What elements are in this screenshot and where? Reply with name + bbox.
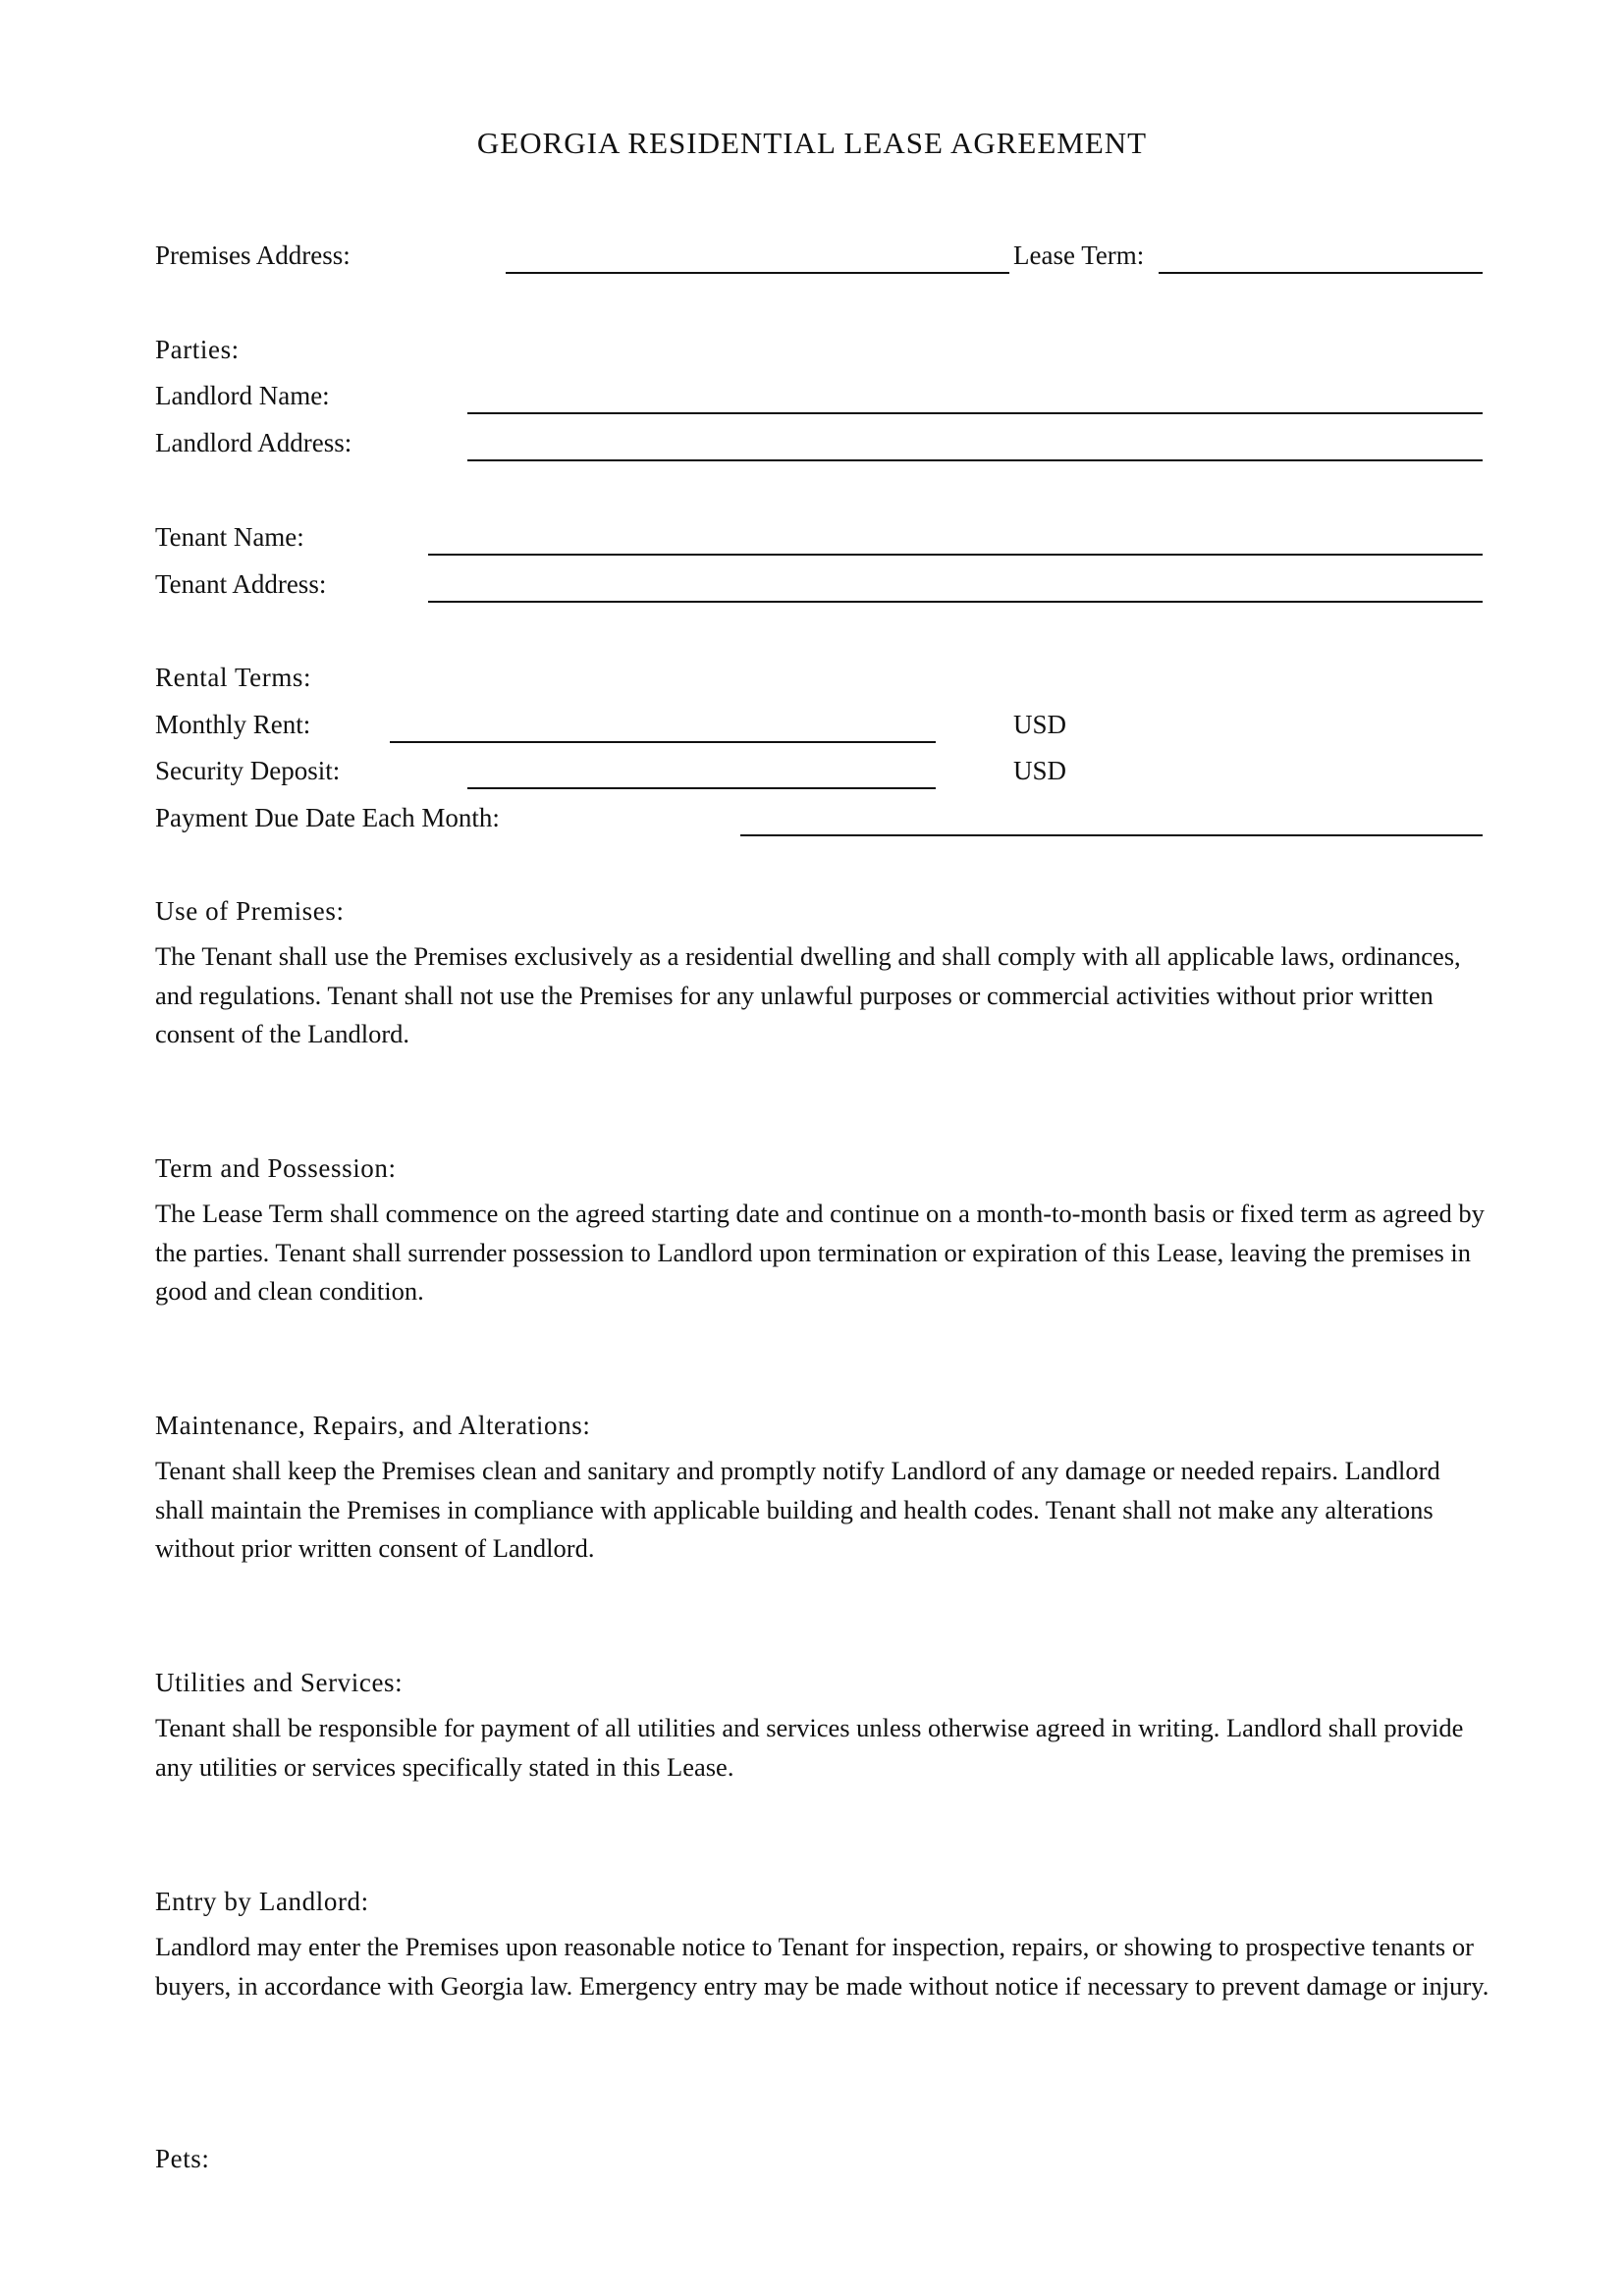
maintenance-repairs-heading: Maintenance, Repairs, and Alterations: — [155, 1411, 591, 1440]
tenant-name-label: Tenant Name: — [155, 522, 304, 552]
landlord-address-label: Landlord Address: — [155, 428, 352, 457]
use-of-premises-body: The Tenant shall use the Premises exclusively as a residential dwelling and shall comply with all applicable laws, ordinances, and regulations. Tenant shall not use the Premises for any unlawful purposes or commercial activities without prior written consent of the Landlord. — [155, 941, 1461, 1048]
lease-term-field[interactable] — [1159, 240, 1483, 274]
premises-address-label: Premises Address: — [155, 240, 351, 270]
page-title: GEORGIA RESIDENTIAL LEASE AGREEMENT — [476, 126, 1148, 160]
rental-terms-heading: Rental Terms: — [155, 663, 312, 692]
payment-due-date-label: Payment Due Date Each Month: — [155, 803, 500, 832]
tenant-name-field[interactable] — [428, 522, 1483, 556]
security-deposit-field[interactable] — [467, 756, 936, 789]
entry-by-landlord-body: Landlord may enter the Premises upon reasonable notice to Tenant for inspection, repairs, or showing to prospective tenants or buyers, in accordance with Georgia law. Emergency entry may be made without notice if necessary to prevent damage or injury. — [155, 1932, 1489, 2001]
landlord-address-field[interactable] — [467, 428, 1483, 461]
monthly-rent-label: Monthly Rent: — [155, 710, 311, 739]
security-deposit-label: Security Deposit: — [155, 756, 341, 785]
use-of-premises-heading: Use of Premises: — [155, 896, 345, 926]
lease-term-label: Lease Term: — [1013, 240, 1145, 270]
utilities-and-services-body: Tenant shall be responsible for payment of all utilities and services unless otherwise agreed in writing. Landlord shall provide any utilities or services specifically stated in this Lease. — [155, 1713, 1464, 1782]
term-and-possession-body: The Lease Term shall commence on the agreed starting date and continue on a month-to-month basis or fixed term as agreed by the parties. Tenant shall surrender possession to Landlord upon termination or expiration of this Lease, leaving the premises in good and clean condition. — [155, 1199, 1485, 1306]
tenant-address-field[interactable] — [428, 569, 1483, 603]
landlord-name-field[interactable] — [467, 381, 1483, 414]
pets-heading: Pets: — [155, 2144, 210, 2173]
monthly-rent-currency: USD — [1013, 710, 1067, 739]
term-and-possession-heading: Term and Possession: — [155, 1153, 397, 1183]
entry-by-landlord-heading: Entry by Landlord: — [155, 1887, 369, 1916]
security-deposit-currency: USD — [1013, 756, 1067, 785]
landlord-name-label: Landlord Name: — [155, 381, 330, 410]
payment-due-date-field[interactable] — [740, 803, 1483, 836]
tenant-address-label: Tenant Address: — [155, 569, 327, 599]
monthly-rent-field[interactable] — [390, 710, 936, 743]
parties-heading: Parties: — [155, 335, 240, 364]
premises-address-field[interactable] — [506, 240, 1009, 274]
maintenance-repairs-body: Tenant shall keep the Premises clean and sanitary and promptly notify Landlord of any damage or needed repairs. Landlord shall maintain the Premises in compliance with applicable building and health codes. Tenant shall not make any alterations without prior written consent of Landlord. — [155, 1456, 1440, 1563]
utilities-and-services-heading: Utilities and Services: — [155, 1668, 404, 1697]
